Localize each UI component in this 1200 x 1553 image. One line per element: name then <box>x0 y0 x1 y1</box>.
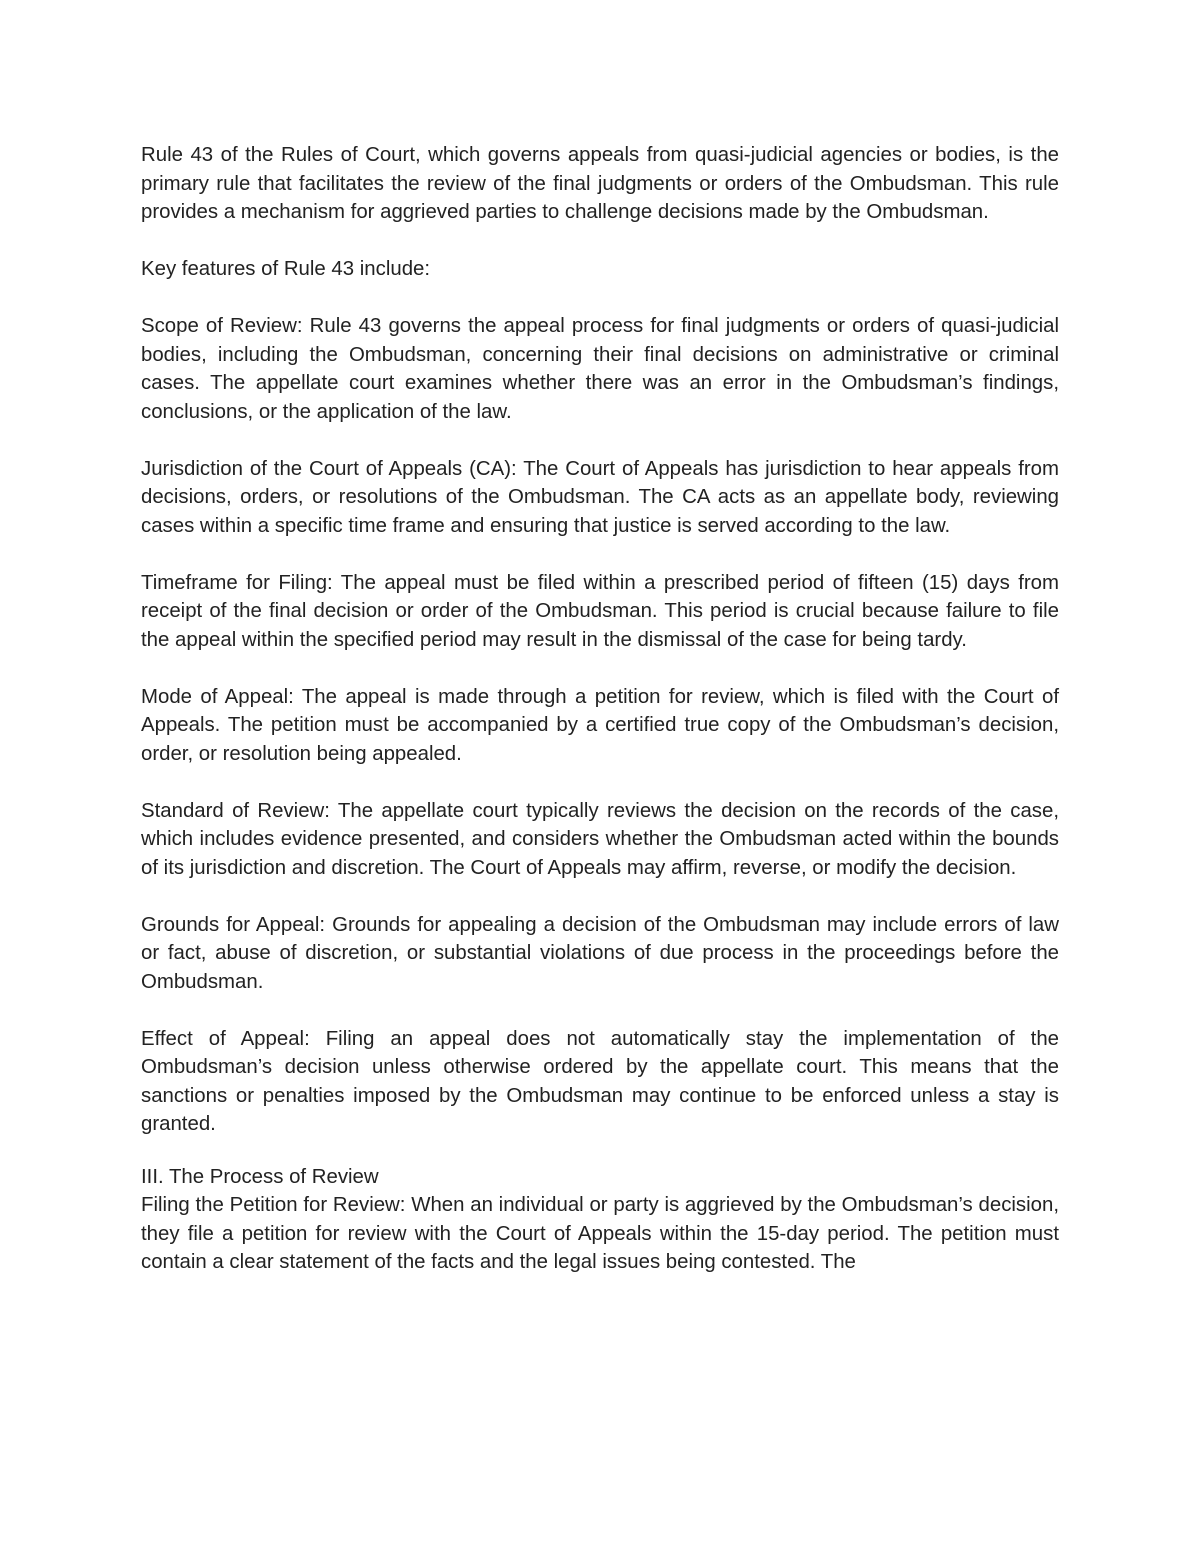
feature-jurisdiction: Jurisdiction of the Court of Appeals (CA): The Court of Appeals has jurisdiction to hear appeals from decisions, orders, or resolutions of the Ombudsman. The CA acts as an appellate body, reviewing cases within a specific time frame and ensuring that justice is served according to the law. <box>141 457 1059 537</box>
feature-timeframe: Timeframe for Filing: The appeal must be filed within a prescribed period of fifteen (15) days from receipt of the final decision or order of the Ombudsman. This period is crucial because failure to file the appeal within the specified period may result in the dismissal of the case for being tardy. <box>141 571 1059 651</box>
section-heading: III. The Process of Review <box>141 1165 379 1188</box>
intro-paragraph: Rule 43 of the Rules of Court, which governs appeals from quasi-judicial agencies or bodies, is the primary rule that facilitates the review of the final judgments or orders of the Ombudsman. This rule provides a mechanism for aggrieved parties to challenge decisions made by the Ombudsman. <box>141 144 1059 223</box>
feature-grounds-for-appeal: Grounds for Appeal: Grounds for appealing a decision of the Ombudsman may include errors of law or fact, abuse of discretion, or substantial violations of due process in the proceedings before the Ombudsman. <box>141 913 1059 993</box>
document-body <box>141 141 1059 1305</box>
filing-paragraph: Filing the Petition for Review: When an individual or party is aggrieved by the Ombudsman’s decision, they file a petition for review with the Court of Appeals within the 15-day period. The petition must contain a clear statement of the facts and the legal issues being contested. The <box>141 1194 1059 1273</box>
feature-effect-of-appeal: Effect of Appeal: Filing an appeal does not automatically stay the implementation of the Ombudsman’s decision unless otherwise ordered by the appellate court. This means that the sanctions or penalties imposed by the Ombudsman may continue to be enforced unless a stay is granted. <box>141 1027 1059 1135</box>
feature-mode-of-appeal: Mode of Appeal: The appeal is made through a petition for review, which is filed with the Court of Appeals. The petition must be accompanied by a certified true copy of the Ombudsman’s decision, order, or resolution being appealed. <box>141 685 1059 765</box>
feature-standard-of-review: Standard of Review: The appellate court typically reviews the decision on the records of the case, which includes evidence presented, and considers whether the Ombudsman acted within the bounds of its jurisdiction and discretion. The Court of Appeals may affirm, reverse, or modify the decision. <box>141 799 1059 879</box>
feature-scope-of-review: Scope of Review: Rule 43 governs the appeal process for final judgments or orders of quasi-judicial bodies, including the Ombudsman, concerning their final decisions on administrative or criminal cases. The appellate court examines whether there was an error in the Ombudsman’s findings, conclusions, or the application of the law. <box>141 315 1059 423</box>
key-features-intro: Key features of Rule 43 include: <box>141 258 431 280</box>
